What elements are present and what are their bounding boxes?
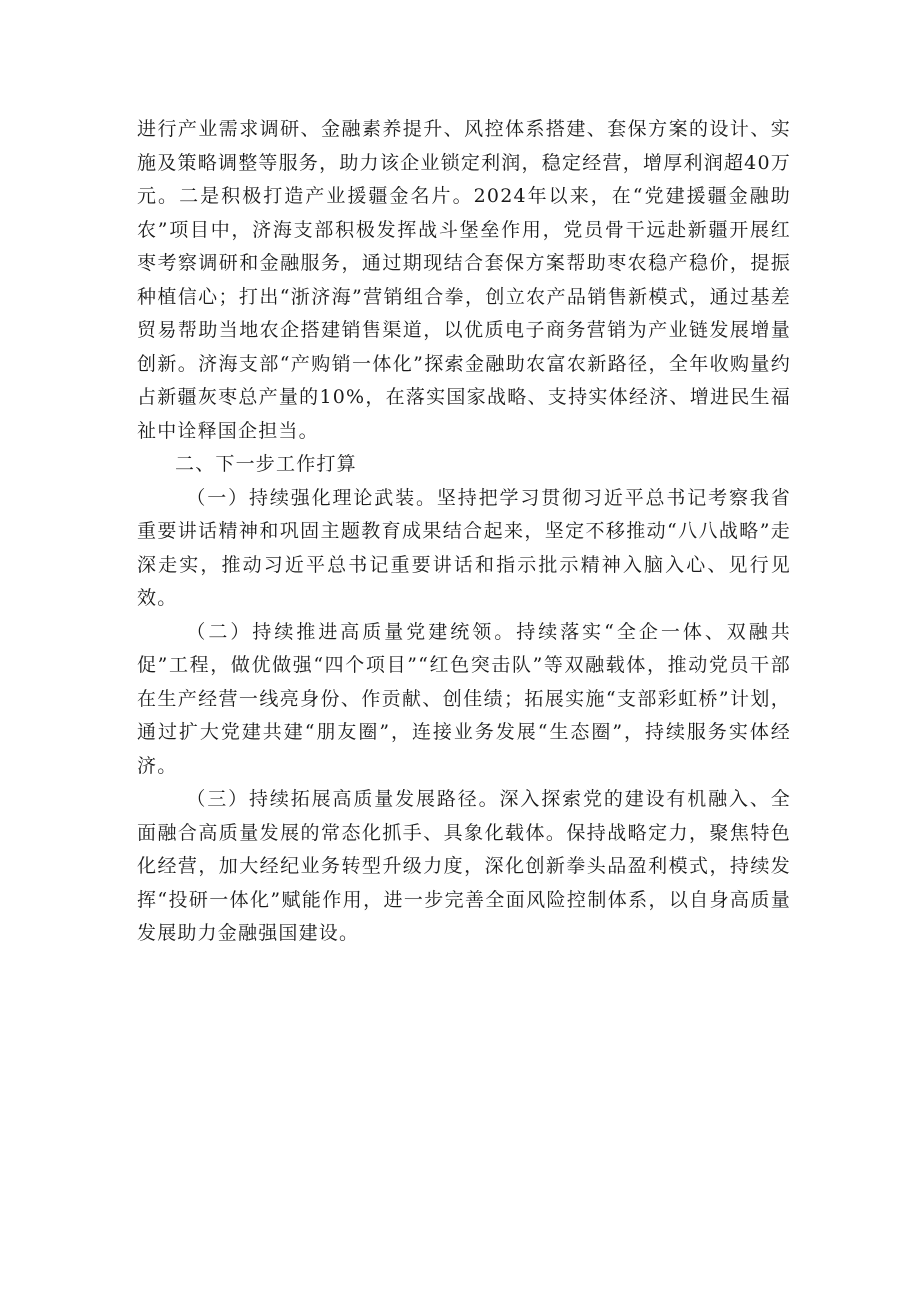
paragraph-item-1: （一）持续强化理论武装。坚持把学习贯彻习近平总书记考察我省重要讲话精神和巩固主题教育成果结合起来，坚定不移推动“八八战略”走深走实，推动习近平总书记重要讲话和指示批示精神入脑入心、见行见效。: [137, 486, 791, 609]
paragraph-item-3: （三）持续拓展高质量发展路径。深入探索党的建设有机融入、全面融合高质量发展的常态化抓手、具象化载体。保持战略定力，聚焦特色化经营，加大经纪业务转型升级力度，深化创新拳头品盈利模式，持续发挥“投研一体化”赋能作用，进一步完善全面风险控制体系，以自身高质量发展助力金融强国建设。: [137, 788, 791, 944]
paragraph-item-2: （二）持续推进高质量党建统领。持续落实“全企一体、双融共促”工程，做优做强“四个项目”“红色突击队”等双融载体，推动党员干部在生产经营一线亮身份、作贡献、创佳绩；拓展实施“支部彩虹桥”计划，通过扩大党建共建“朋友圈”，连接业务发展“生态圈”，持续服务实体经济。: [137, 620, 791, 777]
section-heading-next-steps: 二、下一步工作打算: [175, 453, 357, 475]
document-body: [137, 113, 791, 951]
paragraph-continuation: 进行产业需求调研、金融素养提升、风控体系搭建、套保方案的设计、实施及策略调整等服务，助力该企业锁定利润，稳定经营，增厚利润超40万元。二是积极打造产业援疆金名片。2024年以来，在“党建援疆金融助农”项目中，济海支部积极发挥战斗堡垒作用，党员骨干远赴新疆开展红枣考察调研和金融服务，通过期现结合套保方案帮助枣农稳产稳价，提振种植信心；打出“浙济海”营销组合拳，创立农产品销售新模式，通过基差贸易帮助当地农企搭建销售渠道，以优质电子商务营销为产业链发展增量创新。济海支部“产购销一体化”探索金融助农富农新路径，全年收购量约占新疆灰枣总产量的10%，在落实国家战略、支持实体经济、增进民生福祉中诠释国企担当。: [137, 118, 791, 442]
